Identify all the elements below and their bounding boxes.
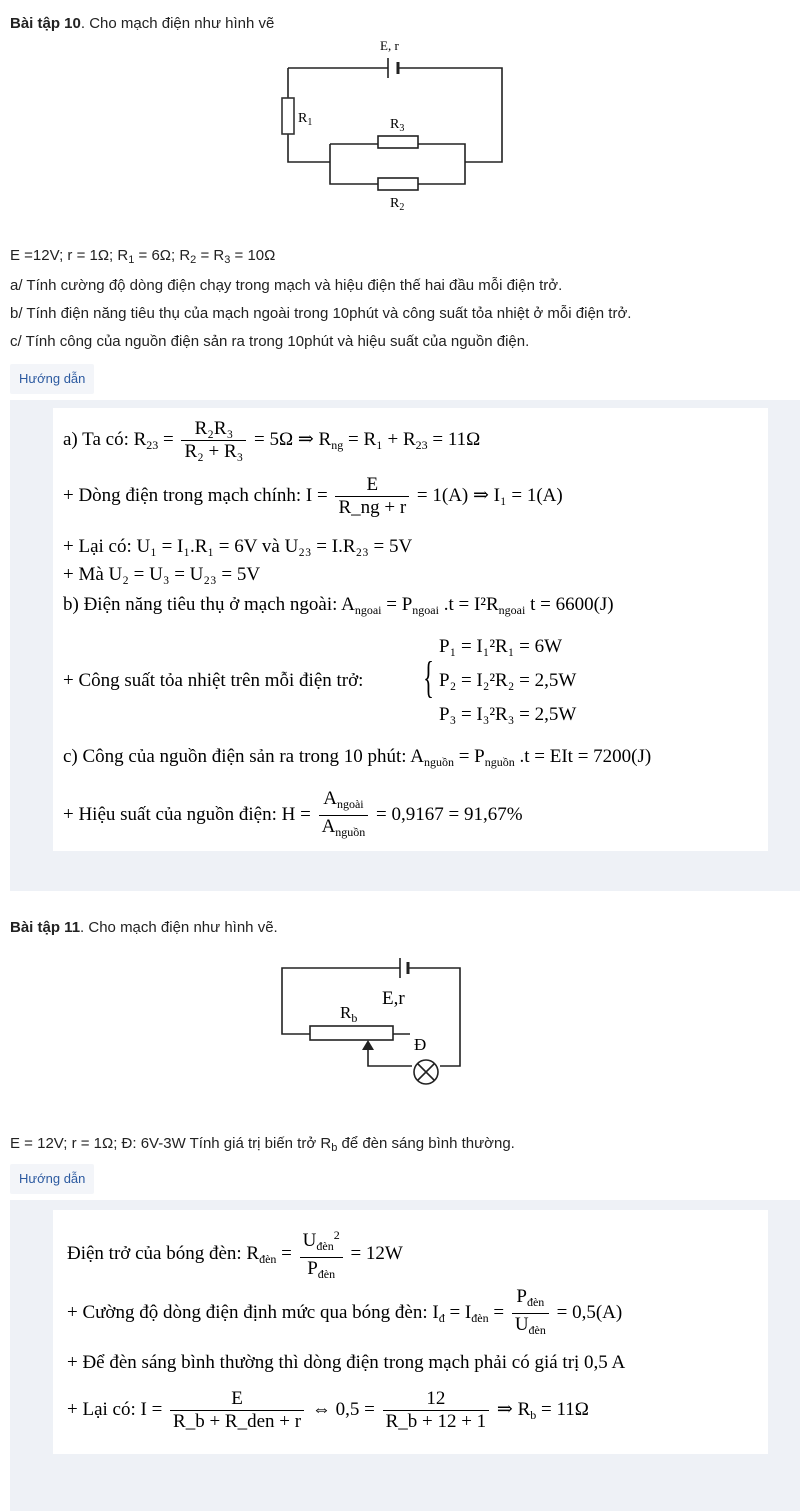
ex11-params: E = 12V; r = 1Ω; Đ: 6V-3W Tính giá trị biến trở $R_b$ để đèn sáng bình thường.: [10, 1135, 515, 1154]
ex10-hint-button[interactable]: Hướng dẫn: [10, 364, 94, 394]
ex10-sol-line-current: + Dòng điện trong mạch chính: I = $\frac{E}{R\_ng + r}$ = 1(A) ⇒ I₁ = 1(A): [63, 474, 563, 518]
ex10-question-c: c/ Tính công của nguồn điện sản ra trong 10phút và hiệu suất của nguồn điện.: [10, 333, 530, 350]
ex11-sol-line-condition: + Để đèn sáng bình thường thì dòng điện trong mạch phải có giá trị 0,5 A: [67, 1352, 626, 1373]
ex10-circuit-diagram: [270, 36, 520, 216]
ex10-sol-line-power: + Công suất tỏa nhiệt trên mỗi điện trở:: [63, 670, 364, 691]
ex10-solution-panel: [10, 400, 800, 891]
ex10-sol-line-efficiency: + Hiệu suất của nguồn điện: H = $\frac{A_{ngoài}}{A_{nguồn}}$ = 0,9167 = 91,67%: [63, 788, 523, 843]
ex10-sol-power-p1: P₁ = I₁²R₁ = 6W: [439, 636, 562, 657]
ex11-circuit-diagram: [270, 946, 480, 1091]
ex10-sol-fraction-efficiency: $\frac{A_{ngoài}}{A_{nguồn}}$: [319, 788, 369, 843]
ex10-sol-brace: {: [423, 653, 434, 702]
ex10-sol-line-voltage: + Lại có: U₁ = I₁.R₁ = 6V và U₂₃ = I.R₂₃ = 5V: [63, 536, 413, 557]
ex11-text: . Cho mạch điện như hình vẽ.: [80, 919, 278, 936]
ex11-hint-button[interactable]: Hướng dẫn: [10, 1164, 94, 1194]
ex11-sol-fraction-numeric: $\frac{12}{R\_b + 12 + 1}$: [383, 1388, 490, 1433]
ex11-sol-fraction-current: $\frac{P_{đèn}}{U_{đèn}}$: [512, 1286, 549, 1341]
ex11-sol-line-result: + Lại có: I = $\frac{E}{\text{R\_b + R\_den + r}}$ ⇔ 0,5 = $\frac{12}{R\_b + 12 + 1}$ ⇒ $R_b = 11\Omega$: [67, 1388, 589, 1432]
ex10-sol-line-voltage-eq: + Mà U₂ = U₃ = U₂₃ = 5V: [63, 564, 261, 585]
ex11-sol-line-current: + Cường độ dòng điện định mức qua bóng đèn: $I_đ = I_{đèn}$ = $\frac{P_{đèn}}{U_{đèn}}$ = 0,5(A): [67, 1286, 622, 1341]
ex11-circuit-lamp-label: Đ: [414, 1035, 427, 1054]
ex10-sol-fraction-r23: $\frac{\text{R₂R₃}}{\text{R₂ + R₃}}$: [181, 418, 246, 463]
ex11-heading: [10, 918, 278, 938]
ex10-question-a: a/ Tính cường độ dòng điện chạy trong mạch và hiệu điện thế hai đầu mỗi điện trở.: [10, 277, 563, 294]
ex10-sol-fraction-current: $\frac{E}{R\_ng + r}$: [335, 474, 409, 519]
ex10-params: E =12V; r = 1Ω; $R_1 = 6\Omega$; $R_2 = R_3 = 10\Omega$: [10, 247, 276, 266]
ex10-circuit-r2-label: $R_2$: [390, 196, 405, 213]
ex10-sol-power-p2: P₂ = I₂²R₂ = 2,5W: [439, 670, 577, 691]
ex10-text: . Cho mạch điện như hình vẽ: [80, 15, 275, 32]
ex11-solution-panel: [10, 1200, 800, 1511]
ex10-sol-line-energy: b) Điện năng tiêu thụ ở mạch ngoài: $A_{ngoai} = P_{ngoai}$ $.t = I^2R_{ngoai}$ t = 6600(J): [63, 594, 614, 617]
ex10-question-b: b/ Tính điện năng tiêu thụ của mạch ngoài trong 10phút và công suất tỏa nhiệt ở mỗi điện trở.: [10, 305, 632, 322]
ex11-circuit-source-label: E,r: [382, 988, 405, 1009]
ex10-sol-line-a: a) Ta có: $R_{23}$ = $\frac{\text{R₂R₃}}{\text{R₂ + R₃}}$ = 5Ω ⇒ $R_{ng} = R_1 + R_{23} = 11\Omega$: [63, 418, 481, 462]
ex11-sol-fraction-general: $\frac{E}{\text{R\_b + R\_den + r}}$: [170, 1388, 304, 1433]
ex10-sol-power-p3: P₃ = I₃²R₃ = 2,5W: [439, 704, 577, 725]
ex10-label: Bài tập 10: [10, 15, 81, 32]
ex11-solution-image: [53, 1210, 768, 1454]
ex10-solution-image: [53, 408, 768, 851]
ex11-sol-fraction-resistance: $\frac{U_{đèn}^2}{P_{đèn}}$: [300, 1224, 343, 1285]
ex11-label: Bài tập 11: [10, 919, 81, 936]
ex11-sol-line-resistance: Điện trở của bóng đèn: $R_{đèn}$ = $\frac{U_{đèn}^2}{P_{đèn}}$ = 12W: [67, 1224, 403, 1285]
ex11-circuit-rb-label: $R_b$: [340, 1003, 358, 1025]
ex10-circuit-source-label: E, r: [380, 38, 399, 53]
ex10-sol-line-work: c) Công của nguồn điện sản ra trong 10 phút: $A_{nguồn} = P_{nguồn}$ .t = EIt = 7200(J): [63, 746, 652, 769]
ex10-heading: [10, 14, 274, 34]
ex10-circuit-r3-label: $R_3$: [390, 117, 405, 134]
ex10-circuit-r1-label: $R_1$: [298, 111, 313, 128]
